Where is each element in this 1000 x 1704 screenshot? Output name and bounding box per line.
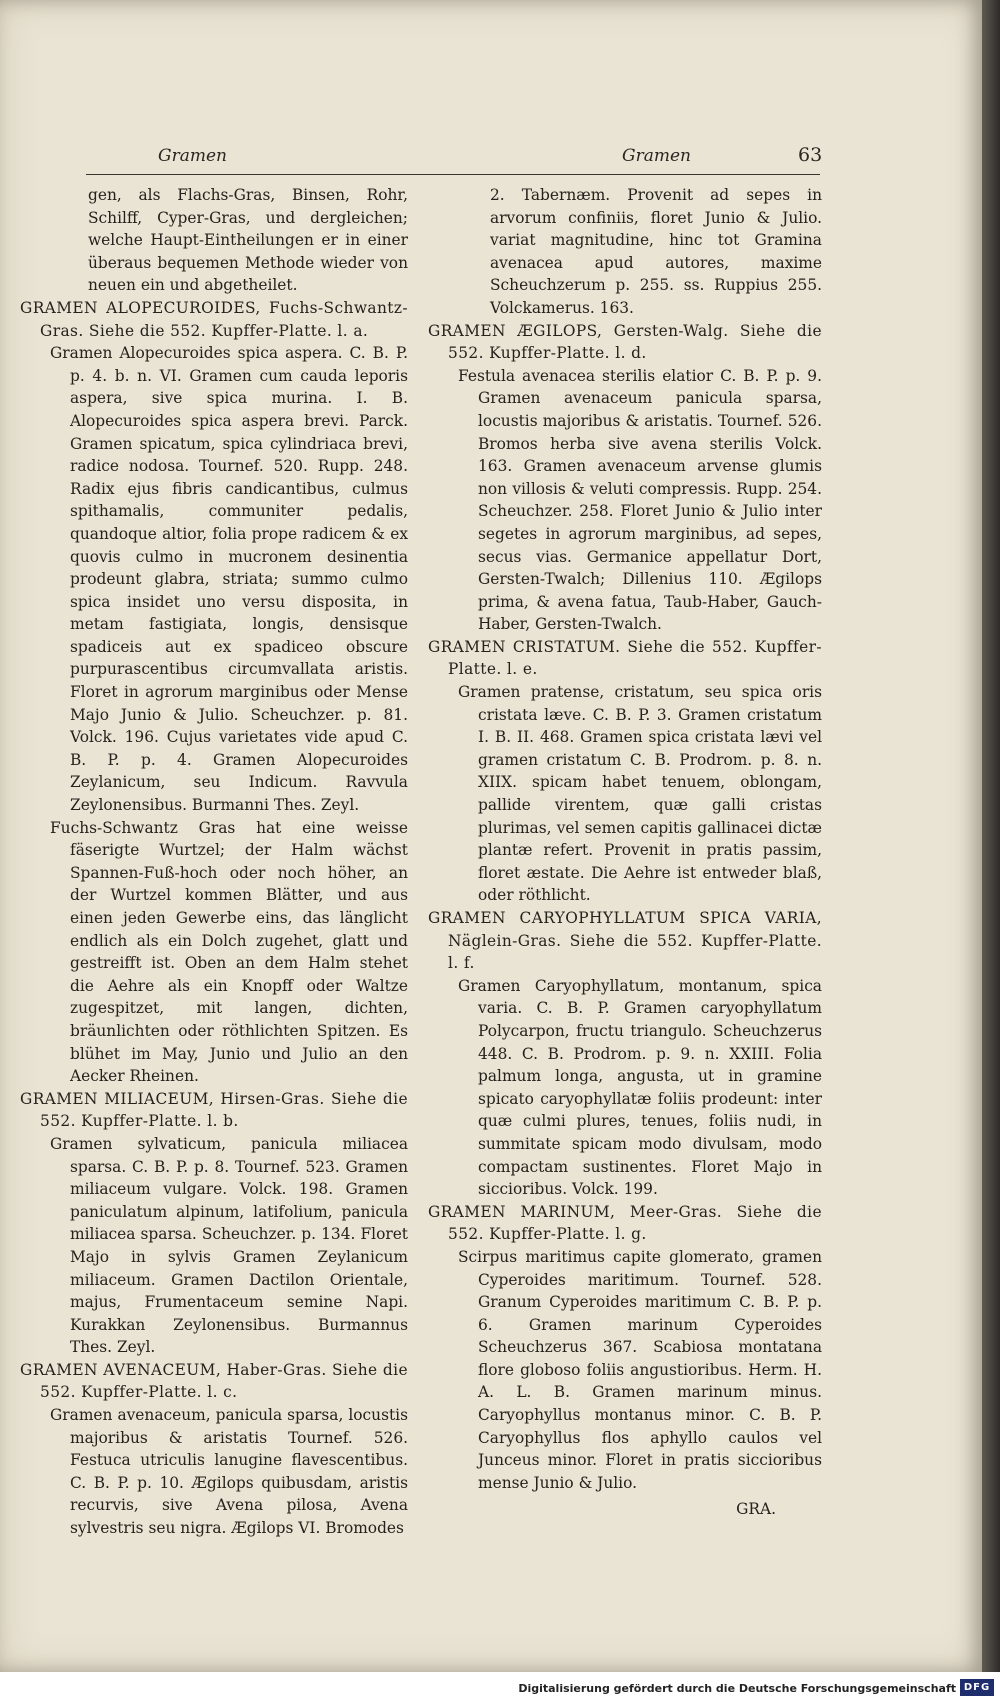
continuation-paragraph: 2. Tabernæm. Provenit ad sepes in arvorum confiniis, floret Junio & Julio. variat magnitudine, hinc tot Gramina avenacea apud autores, maxime Scheuchzerum p. 255. ss. Ruppius 255. Volckamerus. 163. — [490, 186, 822, 317]
header-rule — [86, 174, 820, 175]
page-number: 63 — [798, 144, 823, 166]
entry-heading: GRAMEN CARYOPHYLLATUM SPICA VARIA, Näglein-Gras. Siehe die 552. Kupffer-Platte. l. f. — [428, 909, 822, 973]
entry-heading: GRAMEN MILIACEUM, Hirsen-Gras. Siehe die 552. Kupffer-Platte. l. b. — [20, 1089, 408, 1131]
running-head-right: Gramen — [622, 146, 691, 166]
page-edge-shadow — [982, 0, 1000, 1672]
entry-paragraph: Gramen Caryophyllatum, montanum, spica varia. C. B. P. Gramen caryophyllatum Polycarpon, fructu triangulo. Scheuchzerus 448. C. B. Prodrom. p. 9. n. XXIII. Folia palmum longa, angusta, ut in gramine spicato caryophyllatæ foliis prodeunt: inter quæ culmi plures, tenues, foliis nudi, in summitate spicam modo divulsam, modo compactam sustinentes. Floret Majo in siccioribus. Volck. 199. — [458, 976, 822, 1199]
entry-paragraph: Gramen pratense, cristatum, seu spica oris cristata læve. C. B. P. 3. Gramen cristatum I. B. II. 468. Gramen spica cristata lævi vel gramen cristatum C. B. Prodrom. p. 8. n. XIIX. spicam habet tenuem, oblongam, pallide virentem, quæ galli cristas plurimas, vel semen capitis gallinacei dictæ plantæ refert. Provenit in pratis passim, floret æstate. Die Aehre ist entweder blaß, oder röthlicht. — [458, 683, 822, 905]
catchword: GRA. — [736, 1500, 776, 1519]
entry-paragraph: Scirpus maritimus capite glomerato, gramen Cyperoides maritimum. Tournef. 528. Granum Cyperoides maritimum C. B. P. p. 6. Gramen marinum Cyperoides Scheuchzerus 367. Scabiosa montatana flore globoso foliis angustioribus. Herm. H. A. L. B. Gramen marinum minus. Caryophyllus montanus minor. C. B. P. Caryophyllus flos aphyllo caulos vel Junceus minor. Floret in pratis siccioribus mense Junio & Julio. — [458, 1247, 822, 1492]
entry-paragraph: Fuchs-Schwantz Gras hat eine weisse fäserigte Wurtzel; der Halm wächst Spannen-Fuß-hoch oder noch höher, an der Wurtzel kommen Blätter, und aus einen jeden Gewerbe eins, das länglicht endlich als ein Dolch zugehet, glatt und gestreifft ist. Oben an dem Halm stehet die Aehre als ein Knopff oder Waltze zugespitzet, mit langen, dichten, bräunlichten oder röthlichten Spitzen. Es blühet im May, Junio und Julio an den Aecker Rheinen. — [50, 818, 408, 1086]
entry-paragraph: Gramen avenaceum, panicula sparsa, locustis majoribus & aristatis Tournef. 526. Festuca utriculis lanugine flavescentibus. C. B. P. p. 10. Ægilops quibusdam, aristis recurvis, sive Avena pilosa, Avena sylvestris seu nigra. Ægilops VI. Bromodes — [50, 1406, 408, 1538]
entry-heading: GRAMEN ÆGILOPS, Gersten-Walg. Siehe die 552. Kupffer-Platte. l. d. — [428, 321, 822, 363]
funding-notice: Digitalisierung gefördert durch die Deutsche Forschungsgemeinschaft — [518, 1682, 956, 1695]
entry-heading: GRAMEN AVENACEUM, Haber-Gras. Siehe die 552. Kupffer-Platte. l. c. — [20, 1360, 408, 1402]
running-head-left: Gramen — [158, 146, 227, 166]
entry-heading: GRAMEN ALOPECUROIDES, Fuchs-Schwantz-Gras. Siehe die 552. Kupffer-Platte. l. a. — [20, 298, 408, 340]
entry-paragraph: Gramen sylvaticum, panicula miliacea sparsa. C. B. P. p. 8. Tournef. 523. Gramen miliaceum vulgare. Volck. 198. Gramen paniculatum alpinum, latifolium, panicula miliacea sparsa. Scheuchzer. p. 134. Floret Majo in sylvis Gramen Zeylanicum miliaceum. Gramen Dactilon Orientale, majus, Frumentaceum semine Napi. Kurakkan Zeylonensibus. Burmannus Thes. Zeyl. — [50, 1134, 408, 1357]
footer-bar — [0, 1672, 1000, 1704]
entry-heading: GRAMEN MARINUM, Meer-Gras. Siehe die 552. Kupffer-Platte. l. g. — [428, 1202, 822, 1244]
right-column — [428, 184, 822, 1521]
entry-paragraph: Festula avenacea sterilis elatior C. B. P. p. 9. Gramen avenaceum panicula sparsa, locustis majoribus & aristatis. Tournef. 526. Bromos herba sive avena sterilis Volck. 163. Gramen avenaceum arvense glumis non villosis & veluti compressis. Rupp. 254. Scheuchzer. 258. Floret Junio & Julio inter segetes in agrorum marginibus, ad sepes, secus vias. Germanice appellatur Dort, Gersten-Twalch; Dillenius 110. Ægilops prima, & avena fatua, Taub-Haber, Gauch-Haber, Gersten-Twalch. — [458, 366, 822, 634]
dfg-logo: DFG — [960, 1679, 994, 1696]
left-column — [20, 184, 408, 1540]
continuation-paragraph: gen, als Flachs-Gras, Binsen, Rohr, Schilff, Cyper-Gras, und dergleichen; welche Haupt-Eintheilungen er in einer überaus bequemen Methode wieder von neuen ein und abgetheilet. — [88, 186, 408, 295]
entry-heading: GRAMEN CRISTATUM. Siehe die 552. Kupffer-Platte. l. e. — [428, 637, 822, 679]
entry-paragraph: Gramen Alopecuroides spica aspera. C. B. P. p. 4. b. n. VI. Gramen cum cauda leporis aspera, sive spica murina. I. B. Alopecuroides spica aspera brevi. Parck. Gramen spicatum, spica cylindriaca brevi, radice nodosa. Tournef. 520. Rupp. 248. Radix ejus fibris candicantibus, culmus spithamalis, communiter pedalis, quandoque altior, folia prope radicem & ex quovis culmo in mucronem desinentia prodeunt glabra, striata; summo culmo spica insidet uno versu disposita, in metam fastigiata, longis, densisque spadiceis aut ex spadiceo obscure purpurascentibus circumvallata aristis. Floret in agrorum marginibus oder Mense Majo Junio & Julio. Scheuchzer. p. 81. Volck. 196. Cujus varietates vide apud C. B. P. p. 4. Gramen Alopecuroides Zeylanicum, seu Indicum. Ravvula Zeylonensibus. Burmanni Thes. Zeyl. — [50, 344, 408, 815]
